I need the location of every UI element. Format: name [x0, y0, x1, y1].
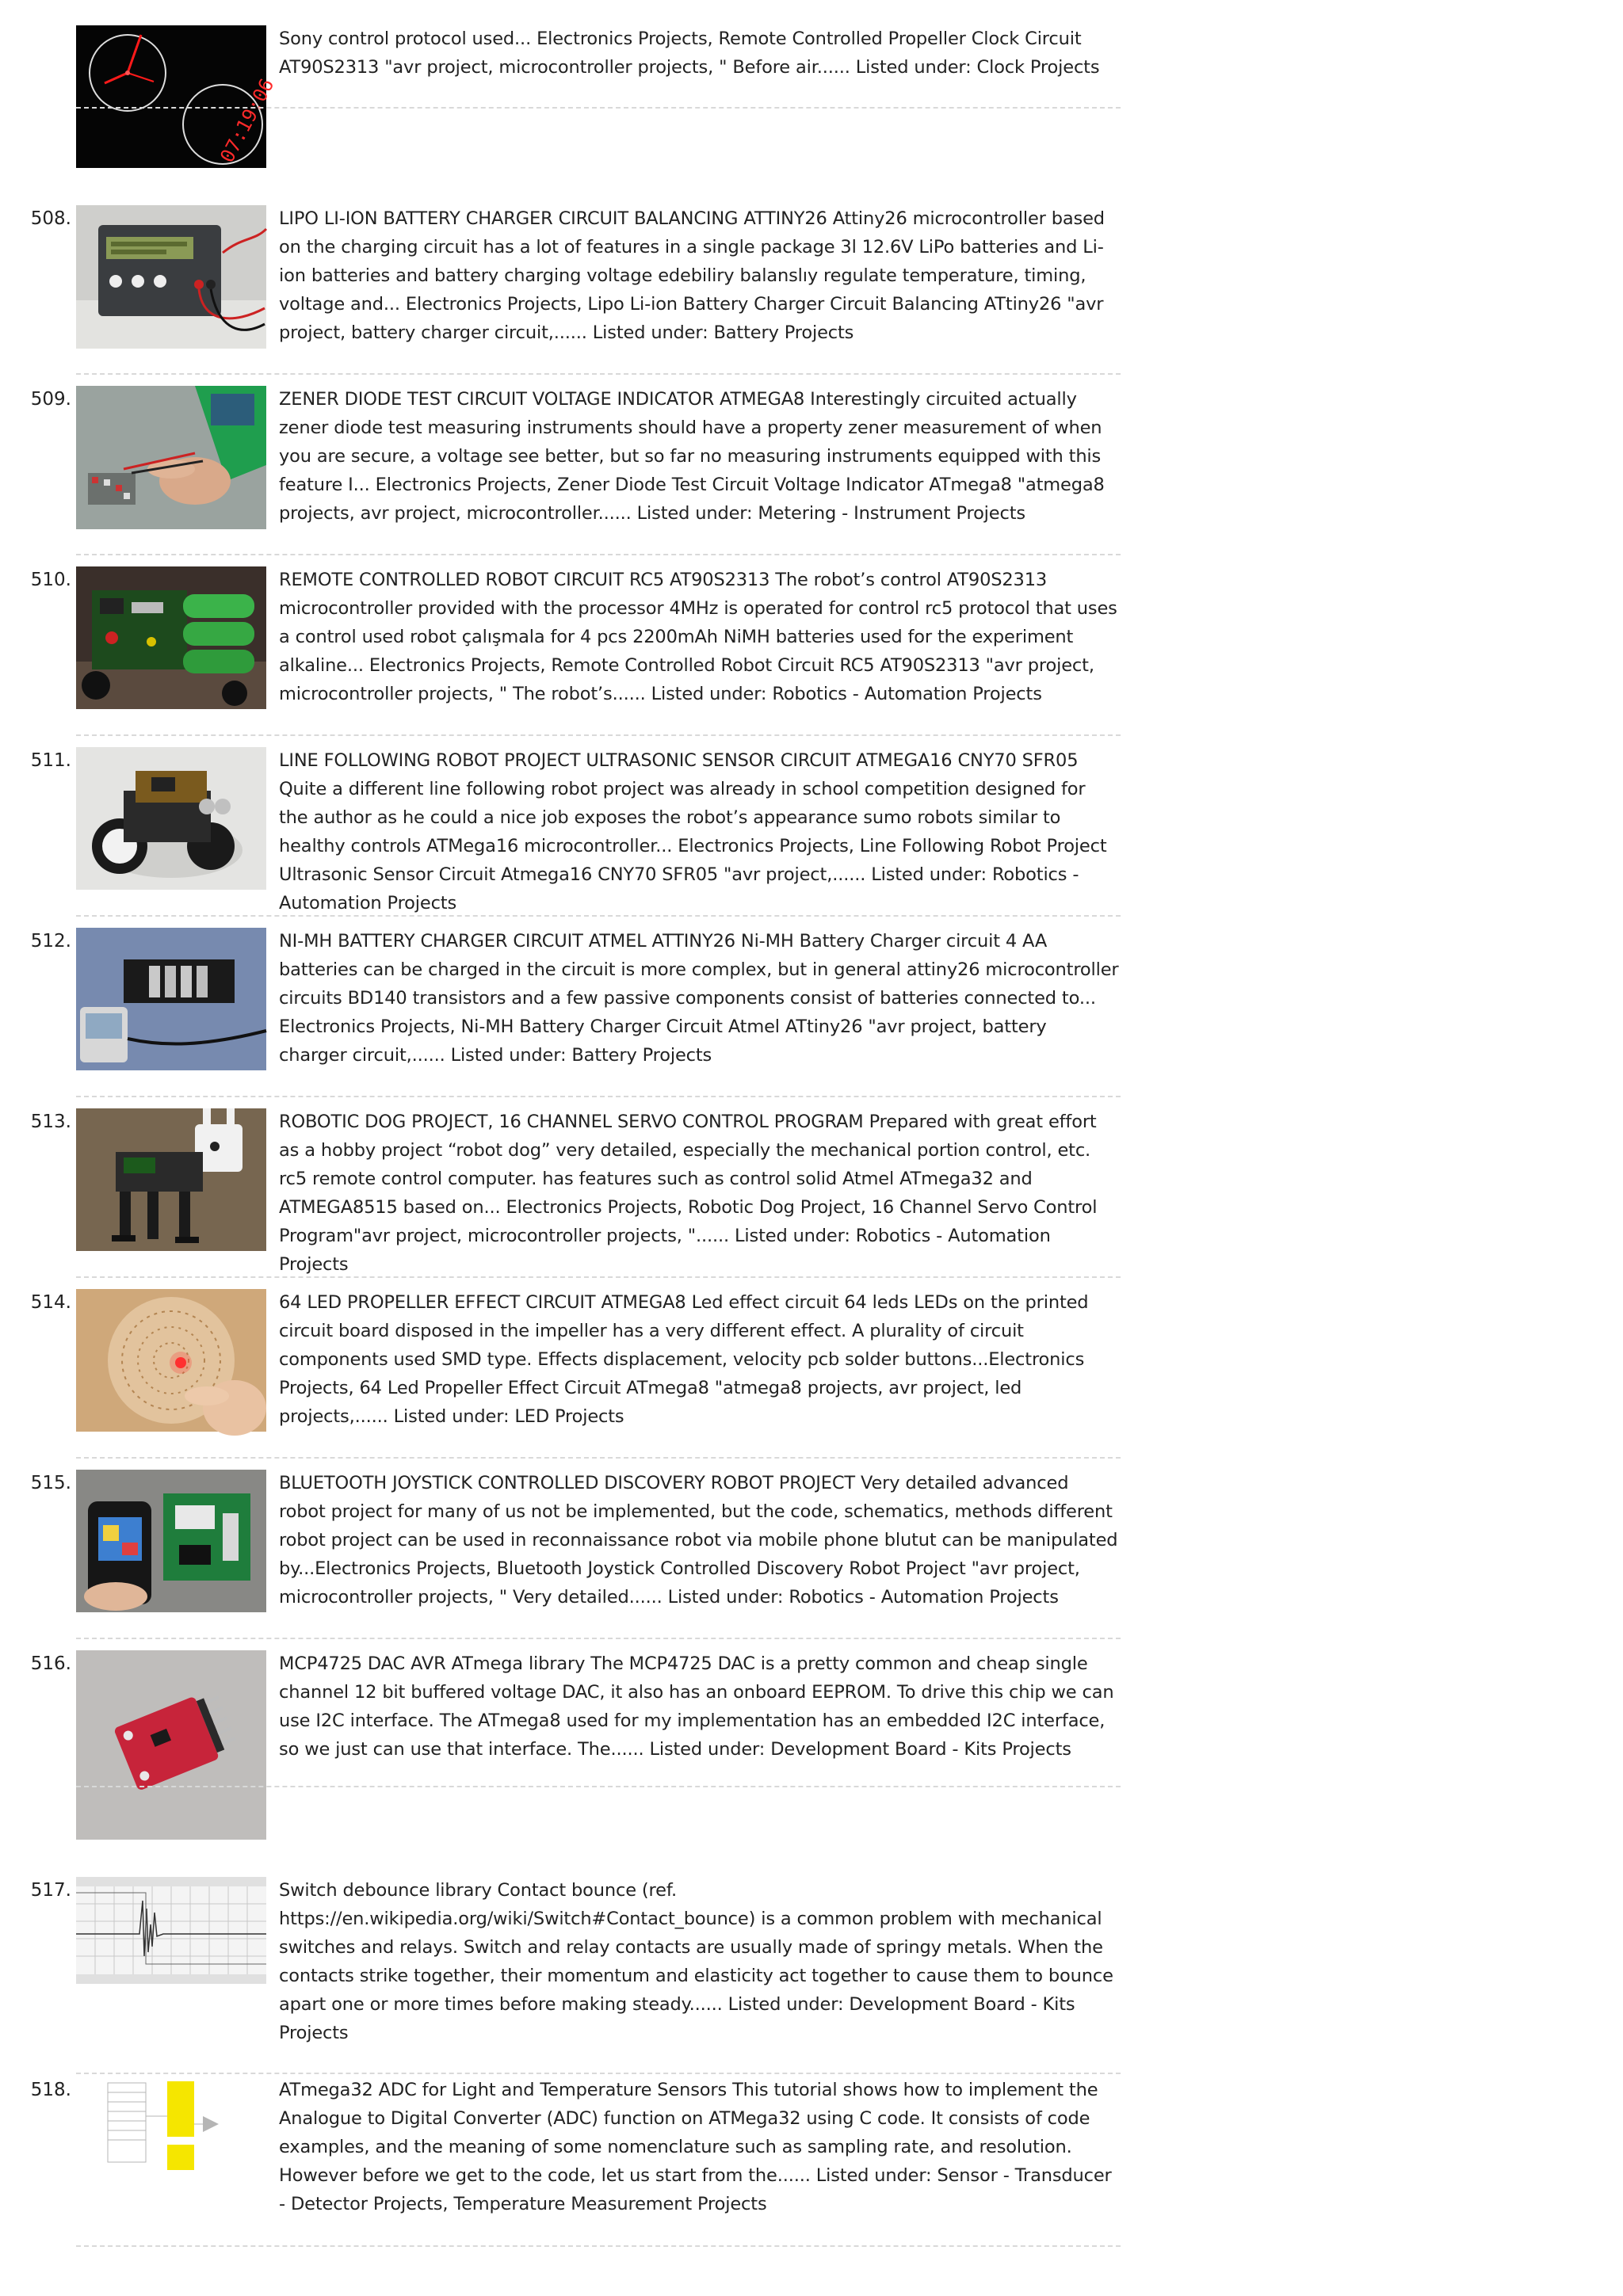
divider — [76, 2073, 1121, 2074]
divider — [76, 734, 1121, 736]
project-description: NI-MH BATTERY CHARGER CIRCUIT ATMEL ATTINY26 Ni-MH Battery Charger circuit 4 AA batteries can be charged in the circuit is more complex, but in general attiny26 microcontroller circuits BD140 transistors and a few passive components consist of batteries connected to... Electronics Projects, Ni-MH Battery Charger Circuit Atmel ATtiny26 "avr project, battery charger circuit,...... Listed under: Battery Projects — [279, 931, 1119, 1066]
item-number: 509. — [30, 389, 71, 410]
rc-robot-photo-icon — [76, 566, 266, 709]
item-number: 514. — [30, 1292, 71, 1313]
project-description: ZENER DIODE TEST CIRCUIT VOLTAGE INDICATOR ATMEGA8 Interestingly circuited actually zener diode test measuring instruments should have a property zener measurement of when you are secure, a voltage see better, but so far no measuring instruments equipped with this feature I... Electronics Projects, Zener Diode Test Circuit Voltage Indicator ATmega8 "atmega8 projects, avr project, microcontroller...... Listed under: Metering - Instrument Projects — [279, 389, 1105, 524]
item-number: 510. — [30, 570, 71, 590]
line-follower-robot-photo-icon — [76, 747, 266, 890]
nimh-charger-photo-icon — [76, 928, 266, 1070]
adc-block-diagram-image-icon — [76, 2077, 266, 2172]
divider — [76, 107, 1121, 109]
thumbnail-link[interactable] — [76, 1650, 266, 1840]
divider — [76, 373, 1121, 375]
thumbnail-link[interactable] — [76, 25, 279, 168]
led-propeller-photo-icon — [76, 1289, 266, 1432]
item-number: 512. — [30, 931, 71, 952]
item-number: 517. — [30, 1880, 71, 1901]
project-description: BLUETOOTH JOYSTICK CONTROLLED DISCOVERY ROBOT PROJECT Very detailed advanced robot project for many of us not be implemented, but the code, schematics, methods different robot project can be used in reconnaissance robot via mobile phone blutut can be manipulated by...Electronics Projects, Bluetooth Joystick Controlled Discovery Robot Project "avr project, microcontroller projects, " Very detailed...... Listed under: Robotics - Automation Projects — [279, 1473, 1118, 1608]
thumbnail-link[interactable] — [76, 1470, 266, 1612]
robot-dog-photo-icon — [76, 1108, 266, 1251]
project-description: LIPO LI-ION BATTERY CHARGER CIRCUIT BALANCING ATTINY26 Attiny26 microcontroller based on the charging circuit has a lot of features in a single package 3l 12.6V LiPo batteries and Li-ion batteries and battery charging voltage edebiliry balanslıy regulate temperature, timing, voltage and... Electronics Projects, Lipo Li-ion Battery Charger Circuit Balancing ATtiny26 "avr project, battery charger circuit,...... Listed under: Battery Projects — [279, 208, 1105, 343]
zener-tester-photo-icon — [76, 386, 266, 529]
project-description: ATmega32 ADC for Light and Temperature Sensors This tutorial shows how to implement the Analogue to Digital Converter (ADC) function on ATMega32 using C code. It consists of code examples, and the meaning of some nomenclature such as sampling rate, and resolution. However before we get to the code, let us start from the...... Listed under: Sensor - Transducer - Detector Projects, Temperature Measurement Projects — [279, 2080, 1112, 2214]
thumbnail-link[interactable] — [76, 1877, 266, 1984]
divider — [76, 1786, 1121, 1787]
divider — [76, 915, 1121, 917]
thumbnail-link[interactable] — [76, 566, 266, 709]
project-description: REMOTE CONTROLLED ROBOT CIRCUIT RC5 AT90S2313 The robot’s control AT90S2313 microcontroller provided with the processor 4MHz is operated for control rc5 protocol that uses a control used robot çalışmala for 4 pcs 2200mAh NiMH batteries used for the experiment alkaline... Electronics Projects, Remote Controlled Robot Circuit RC5 AT90S2313 "avr project, microcontroller projects, " The robot’s...... Listed under: Robotics - Automation Projects — [279, 570, 1117, 704]
item-number: 516. — [30, 1653, 71, 1674]
battery-charger-photo-icon — [76, 205, 266, 349]
item-number: 518. — [30, 2080, 71, 2100]
thumbnail-link[interactable] — [76, 386, 266, 529]
thumbnail-link[interactable] — [76, 747, 266, 890]
item-number: 515. — [30, 1473, 71, 1493]
item-number: 508. — [30, 208, 71, 229]
thumbnail-link[interactable] — [76, 928, 266, 1070]
divider — [76, 554, 1121, 555]
divider — [76, 1096, 1121, 1097]
item-number: 511. — [30, 750, 71, 771]
dac-module-photo-icon — [76, 1650, 266, 1840]
oscilloscope-trace-image-icon — [76, 1877, 266, 1984]
project-description: MCP4725 DAC AVR ATmega library The MCP4725 DAC is a pretty common and cheap single channel 12 bit buffered voltage DAC, it also has an onboard EEPROM. To drive this chip we can use I2C interface. The ATmega8 used for my implementation has an embedded I2C interface, so we just can use that interface. The...... Listed under: Development Board - Kits Projects — [279, 1653, 1114, 1760]
project-description: 64 LED PROPELLER EFFECT CIRCUIT ATMEGA8 Led effect circuit 64 leds LEDs on the printed circuit board disposed in the impeller has a very different effect. A plurality of circuit components used SMD type. Effects displacement, velocity pcb solder buttons...Electronics Projects, 64 Led Propeller Effect Circuit ATmega8 "atmega8 projects, avr project, led projects,...... Listed under: LED Projects — [279, 1292, 1089, 1427]
thumbnail-link[interactable] — [76, 2077, 266, 2172]
divider — [76, 2245, 1121, 2247]
project-description: Sony control protocol used... Electronics Projects, Remote Controlled Propeller Clock Circuit AT90S2313 "avr project, microcontroller projects, " Before air...... Listed under: Clock Projects — [279, 29, 1100, 78]
bluetooth-robot-photo-icon — [76, 1470, 266, 1612]
item-number: 513. — [30, 1112, 71, 1132]
divider — [76, 1457, 1121, 1459]
thumbnail-link[interactable] — [76, 1108, 266, 1251]
divider — [76, 1638, 1121, 1639]
divider — [76, 1276, 1121, 1278]
thumbnail-link[interactable] — [76, 205, 266, 349]
project-description: LINE FOLLOWING ROBOT PROJECT ULTRASONIC SENSOR CIRCUIT ATMEGA16 CNY70 SFR05 Quite a different line following robot project was already in school competition designed for the author as he could a nice job exposes the robot’s appearance sumo robots similar to healthy controls ATMega16 microcontroller... Electronics Projects, Line Following Robot Project Ultrasonic Sensor Circuit Atmega16 CNY70 SFR05 "avr project,...... Listed under: Robotics - Automation Projects — [279, 750, 1107, 913]
thumbnail-link[interactable] — [76, 1289, 266, 1432]
project-description: Switch debounce library Contact bounce (ref. https://en.wikipedia.org/wiki/Switch#Contact_bounce) is a common problem with mechanical switches and relays. Switch and relay contacts are usually made of springy metals. When the contacts strike together, their momentum and elasticity act together to cause them to bounce apart one or more times before making steady...... Listed under: Development Board - Kits Projects — [279, 1880, 1113, 2043]
project-description: ROBOTIC DOG PROJECT, 16 CHANNEL SERVO CONTROL PROGRAM Prepared with great effort as a hobby project “robot dog” very detailed, especially the mechanical portion control, etc. rc5 remote control computer. has features such as control solid Atmel ATmega32 and ATMEGA8515 based on... Electronics Projects, Robotic Dog Project, 16 Channel Servo Control Program"avr project, microcontroller projects, "...... Listed under: Robotics - Automation Projects — [279, 1112, 1098, 1275]
propeller-clock-photo-icon — [76, 25, 279, 168]
clock-readout: 07:19:06 — [216, 74, 279, 166]
